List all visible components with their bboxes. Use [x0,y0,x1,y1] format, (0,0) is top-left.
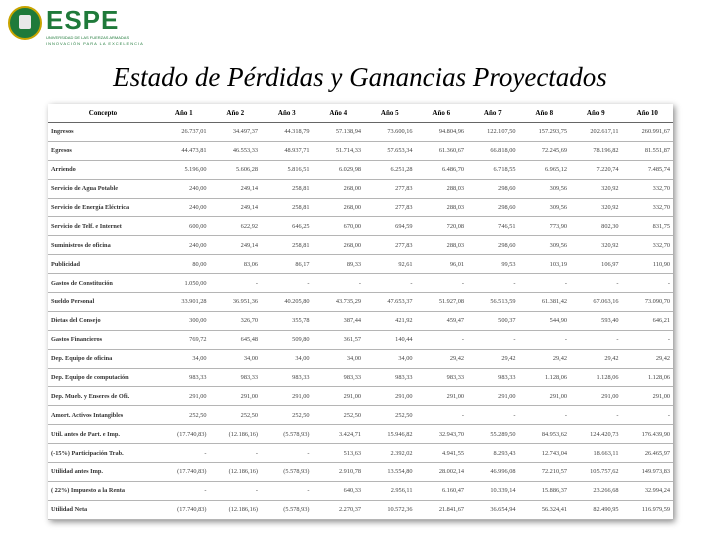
table-cell: 773,90 [519,217,571,236]
table-cell: 99,53 [467,255,519,274]
row-label: Gastos de Constitución [48,274,158,293]
table-cell: 320,92 [570,236,622,255]
table-cell: 47.653,37 [364,293,416,312]
table-row [48,293,673,312]
table-cell: 110,90 [622,255,674,274]
table-cell: - [158,481,210,500]
table-cell: 983,33 [261,368,313,387]
table-cell: 149.973,83 [622,463,674,482]
income-statement-table-container [48,104,673,520]
row-label: (-15%) Participación Trab. [48,444,158,463]
table-cell: 2.392,02 [364,444,416,463]
column-header-concepto: Concepto [48,104,158,123]
table-cell: 56.513,59 [467,293,519,312]
table-row [48,444,673,463]
table-cell: 983,33 [364,368,416,387]
table-cell: 355,78 [261,311,313,330]
table-cell: 622,92 [210,217,262,236]
table-header-row [48,104,673,123]
table-cell: 67.063,16 [570,293,622,312]
table-cell: 291,00 [261,387,313,406]
row-label: ( 22%) Impuesto a la Renta [48,481,158,500]
table-cell: - [622,330,674,349]
table-row [48,463,673,482]
table-cell: 1.128,06 [570,368,622,387]
table-cell: (17.740,83) [158,463,210,482]
table-cell: 291,00 [570,387,622,406]
table-cell: 10.572,36 [364,500,416,519]
column-header-year: Año 10 [622,104,674,123]
table-cell: 309,56 [519,236,571,255]
table-cell: 298,60 [467,198,519,217]
table-cell: 12.743,04 [519,444,571,463]
table-cell: 670,00 [313,217,365,236]
column-header-year: Año 9 [570,104,622,123]
table-cell: 29,42 [570,349,622,368]
table-cell: 34,00 [364,349,416,368]
table-cell: 40.205,80 [261,293,313,312]
table-cell: - [467,330,519,349]
logo-subtitle-line2: INNOVACIÓN PARA LA EXCELENCIA [46,41,144,46]
logo-wordmark: ESPE [46,5,120,35]
table-cell: 291,00 [210,387,262,406]
espe-logo [8,5,144,46]
table-cell: 260.991,67 [622,123,674,142]
table-cell: 459,47 [416,311,468,330]
table-cell: 249,14 [210,198,262,217]
table-cell: 5.606,28 [210,160,262,179]
row-label: Gastos Financieros [48,330,158,349]
table-cell: 983,33 [158,368,210,387]
table-cell: 802,30 [570,217,622,236]
row-label: Amort. Activos Intangibles [48,406,158,425]
table-cell: (12.186,16) [210,500,262,519]
table-cell: 361,57 [313,330,365,349]
table-cell: - [261,274,313,293]
table-row [48,368,673,387]
table-cell: 176.439,90 [622,425,674,444]
table-cell: - [158,444,210,463]
table-cell: 291,00 [158,387,210,406]
table-cell: 544,90 [519,311,571,330]
table-cell: 291,00 [467,387,519,406]
table-cell: 33.901,28 [158,293,210,312]
table-cell: 5.816,51 [261,160,313,179]
table-cell: 332,70 [622,198,674,217]
row-label: Arriendo [48,160,158,179]
row-label: Utilidad antes Imp. [48,463,158,482]
table-cell: (17.740,83) [158,425,210,444]
row-label: Servicio de Telf. e Internet [48,217,158,236]
row-label: Dietas del Consejo [48,311,158,330]
table-cell: - [364,274,416,293]
table-cell: 21.841,67 [416,500,468,519]
table-cell: 646,21 [622,311,674,330]
table-cell: 83,06 [210,255,262,274]
table-cell: 291,00 [622,387,674,406]
table-cell: 78.196,82 [570,141,622,160]
table-cell: 332,70 [622,236,674,255]
column-header-year: Año 5 [364,104,416,123]
table-cell: - [261,481,313,500]
table-cell: 983,33 [416,368,468,387]
table-cell: 26.737,01 [158,123,210,142]
row-label: Servicio de Agua Potable [48,179,158,198]
table-cell: 116.979,59 [622,500,674,519]
table-cell: 6.251,28 [364,160,416,179]
table-cell: 29,42 [416,349,468,368]
table-cell: 92,61 [364,255,416,274]
table-cell: - [261,444,313,463]
row-label: Utilidad Neta [48,500,158,519]
table-cell: 48.937,71 [261,141,313,160]
table-cell: 268,00 [313,179,365,198]
table-body [48,123,673,520]
table-cell: 268,00 [313,198,365,217]
table-cell: 80,00 [158,255,210,274]
table-cell: 84.953,62 [519,425,571,444]
table-cell: 291,00 [416,387,468,406]
table-cell: 983,33 [313,368,365,387]
table-cell: 81.551,87 [622,141,674,160]
table-cell: 640,33 [313,481,365,500]
table-cell: 13.554,80 [364,463,416,482]
table-row [48,387,673,406]
table-cell: 277,83 [364,198,416,217]
table-cell: 105.757,62 [570,463,622,482]
table-cell: 600,00 [158,217,210,236]
table-row [48,179,673,198]
table-row [48,274,673,293]
table-cell: 57.653,34 [364,141,416,160]
table-cell: 694,59 [364,217,416,236]
table-cell: - [570,274,622,293]
table-cell: 249,14 [210,179,262,198]
table-row [48,160,673,179]
table-cell: 252,50 [364,406,416,425]
table-cell: 309,56 [519,198,571,217]
table-cell: (12.186,16) [210,425,262,444]
table-cell: 36.654,94 [467,500,519,519]
table-cell: 288,03 [416,198,468,217]
column-header-year: Año 1 [158,104,210,123]
table-cell: 55.289,50 [467,425,519,444]
column-header-year: Año 3 [261,104,313,123]
table-cell: 15.886,37 [519,481,571,500]
table-cell: - [313,274,365,293]
row-label: Dep. Equipo de oficina [48,349,158,368]
table-cell: 291,00 [519,387,571,406]
university-seal-icon [8,6,42,40]
table-cell: 240,00 [158,179,210,198]
table-cell: 23.266,68 [570,481,622,500]
table-cell: - [622,274,674,293]
table-cell: 66.818,00 [467,141,519,160]
table-cell: 983,33 [210,368,262,387]
table-cell: 298,60 [467,236,519,255]
table-cell: 56.324,41 [519,500,571,519]
table-cell: 34,00 [261,349,313,368]
row-label: Suministros de oficina [48,236,158,255]
table-cell: 5.196,00 [158,160,210,179]
table-cell: 288,03 [416,236,468,255]
table-cell: 291,00 [313,387,365,406]
table-cell: 831,75 [622,217,674,236]
table-cell: 646,25 [261,217,313,236]
logo-subtitle-line1: UNIVERSIDAD DE LAS FUERZAS ARMADAS [46,35,130,40]
table-cell: 252,50 [210,406,262,425]
table-cell: - [210,274,262,293]
table-cell: 387,44 [313,311,365,330]
column-header-year: Año 2 [210,104,262,123]
table-cell: - [210,444,262,463]
table-cell: (12.186,16) [210,463,262,482]
table-cell: 29,42 [519,349,571,368]
table-cell: 18.663,11 [570,444,622,463]
table-cell: 7.485,74 [622,160,674,179]
table-row [48,425,673,444]
table-cell: 34,00 [210,349,262,368]
income-statement-table [48,104,673,520]
page-title: Estado de Pérdidas y Ganancias Proyectados [113,62,607,92]
table-cell: 32.943,70 [416,425,468,444]
row-label: Util. antes de Part. e Imp. [48,425,158,444]
table-cell: - [467,406,519,425]
table-cell: 73.090,70 [622,293,674,312]
table-cell: 3.424,71 [313,425,365,444]
table-cell: 421,92 [364,311,416,330]
table-cell: 89,33 [313,255,365,274]
table-cell: 44.473,81 [158,141,210,160]
table-cell: 61.381,42 [519,293,571,312]
column-header-year: Año 7 [467,104,519,123]
table-cell: 73.600,16 [364,123,416,142]
table-cell: 2.270,37 [313,500,365,519]
table-cell: 34,00 [158,349,210,368]
table-cell: 32.994,24 [622,481,674,500]
table-cell: 258,81 [261,198,313,217]
table-cell: 10.339,14 [467,481,519,500]
table-cell: 6.486,70 [416,160,468,179]
row-label: Egresos [48,141,158,160]
table-cell: 28.002,14 [416,463,468,482]
table-row [48,141,673,160]
table-cell: 252,50 [313,406,365,425]
table-row [48,481,673,500]
table-cell: - [416,330,468,349]
table-cell: 252,50 [261,406,313,425]
table-cell: - [519,406,571,425]
table-cell: 309,56 [519,179,571,198]
table-cell: 72.245,69 [519,141,571,160]
table-cell: 720,08 [416,217,468,236]
table-cell: 82.490,95 [570,500,622,519]
table-cell: 320,92 [570,179,622,198]
table-cell: 124.420,73 [570,425,622,444]
table-cell: 29,42 [467,349,519,368]
table-cell: - [519,274,571,293]
table-cell: 288,03 [416,179,468,198]
column-header-year: Año 6 [416,104,468,123]
table-cell: 320,92 [570,198,622,217]
row-label: Sueldo Personal [48,293,158,312]
table-cell: 86,17 [261,255,313,274]
table-cell: 43.735,29 [313,293,365,312]
table-cell: 593,40 [570,311,622,330]
table-row [48,123,673,142]
table-cell: 2.956,11 [364,481,416,500]
table-row [48,255,673,274]
table-row [48,217,673,236]
table-cell: 15.946,82 [364,425,416,444]
table-cell: 500,37 [467,311,519,330]
table-cell: 1.128,06 [622,368,674,387]
table-cell: 746,51 [467,217,519,236]
table-cell: 2.910,78 [313,463,365,482]
table-cell: 46.996,08 [467,463,519,482]
table-cell: 326,70 [210,311,262,330]
table-cell: 7.220,74 [570,160,622,179]
table-cell: 268,00 [313,236,365,255]
row-label: Publicidad [48,255,158,274]
table-cell: (5.578,93) [261,500,313,519]
row-label: Servicio de Energía Eléctrica [48,198,158,217]
table-cell: 34.497,37 [210,123,262,142]
table-cell: 51.714,33 [313,141,365,160]
table-row [48,406,673,425]
table-row [48,198,673,217]
table-cell: (5.578,93) [261,463,313,482]
table-cell: 96,01 [416,255,468,274]
table-cell: 240,00 [158,198,210,217]
table-cell: 277,83 [364,179,416,198]
table-cell: - [210,481,262,500]
table-cell: 51.927,08 [416,293,468,312]
table-cell: - [467,274,519,293]
table-cell: 94.804,96 [416,123,468,142]
table-cell: 249,14 [210,236,262,255]
table-cell: 6.718,55 [467,160,519,179]
table-cell: - [570,406,622,425]
table-cell: 291,00 [364,387,416,406]
table-cell: 6.965,12 [519,160,571,179]
table-cell: 36.951,36 [210,293,262,312]
row-label: Dep. Equipo de computación [48,368,158,387]
table-cell: 332,70 [622,179,674,198]
table-cell: - [622,406,674,425]
table-cell: 509,80 [261,330,313,349]
table-cell: 72.210,57 [519,463,571,482]
column-header-year: Año 8 [519,104,571,123]
table-cell: 1.128,06 [519,368,571,387]
table-cell: 103,19 [519,255,571,274]
table-cell: 300,00 [158,311,210,330]
table-cell: 1.050,00 [158,274,210,293]
table-cell: 240,00 [158,236,210,255]
table-cell: 202.617,11 [570,123,622,142]
table-row [48,236,673,255]
table-cell: 298,60 [467,179,519,198]
table-cell: 769,72 [158,330,210,349]
column-header-year: Año 4 [313,104,365,123]
table-cell: 29,42 [622,349,674,368]
table-cell: - [519,330,571,349]
table-cell: - [416,274,468,293]
table-cell: 983,33 [467,368,519,387]
table-cell: 157.293,75 [519,123,571,142]
table-row [48,500,673,519]
table-cell: (17.740,83) [158,500,210,519]
row-label: Ingresos [48,123,158,142]
table-cell: 252,50 [158,406,210,425]
table-row [48,311,673,330]
table-cell: 34,00 [313,349,365,368]
table-cell: 6.160,47 [416,481,468,500]
table-cell: 122.107,50 [467,123,519,142]
table-cell: 645,48 [210,330,262,349]
table-cell: 44.318,79 [261,123,313,142]
table-cell: 140,44 [364,330,416,349]
table-cell: 4.941,55 [416,444,468,463]
table-cell: 61.360,67 [416,141,468,160]
table-cell: 6.029,98 [313,160,365,179]
table-cell: - [416,406,468,425]
table-cell: 258,81 [261,236,313,255]
table-cell: 46.553,33 [210,141,262,160]
table-row [48,330,673,349]
table-cell: 106,97 [570,255,622,274]
table-cell: 513,63 [313,444,365,463]
table-cell: 277,83 [364,236,416,255]
table-cell: 258,81 [261,179,313,198]
row-label: Dep. Mueb. y Enseres de Ofi. [48,387,158,406]
table-cell: (5.578,93) [261,425,313,444]
table-cell: 57.138,94 [313,123,365,142]
table-row [48,349,673,368]
table-cell: 8.293,43 [467,444,519,463]
table-cell: 26.465,97 [622,444,674,463]
table-cell: - [570,330,622,349]
